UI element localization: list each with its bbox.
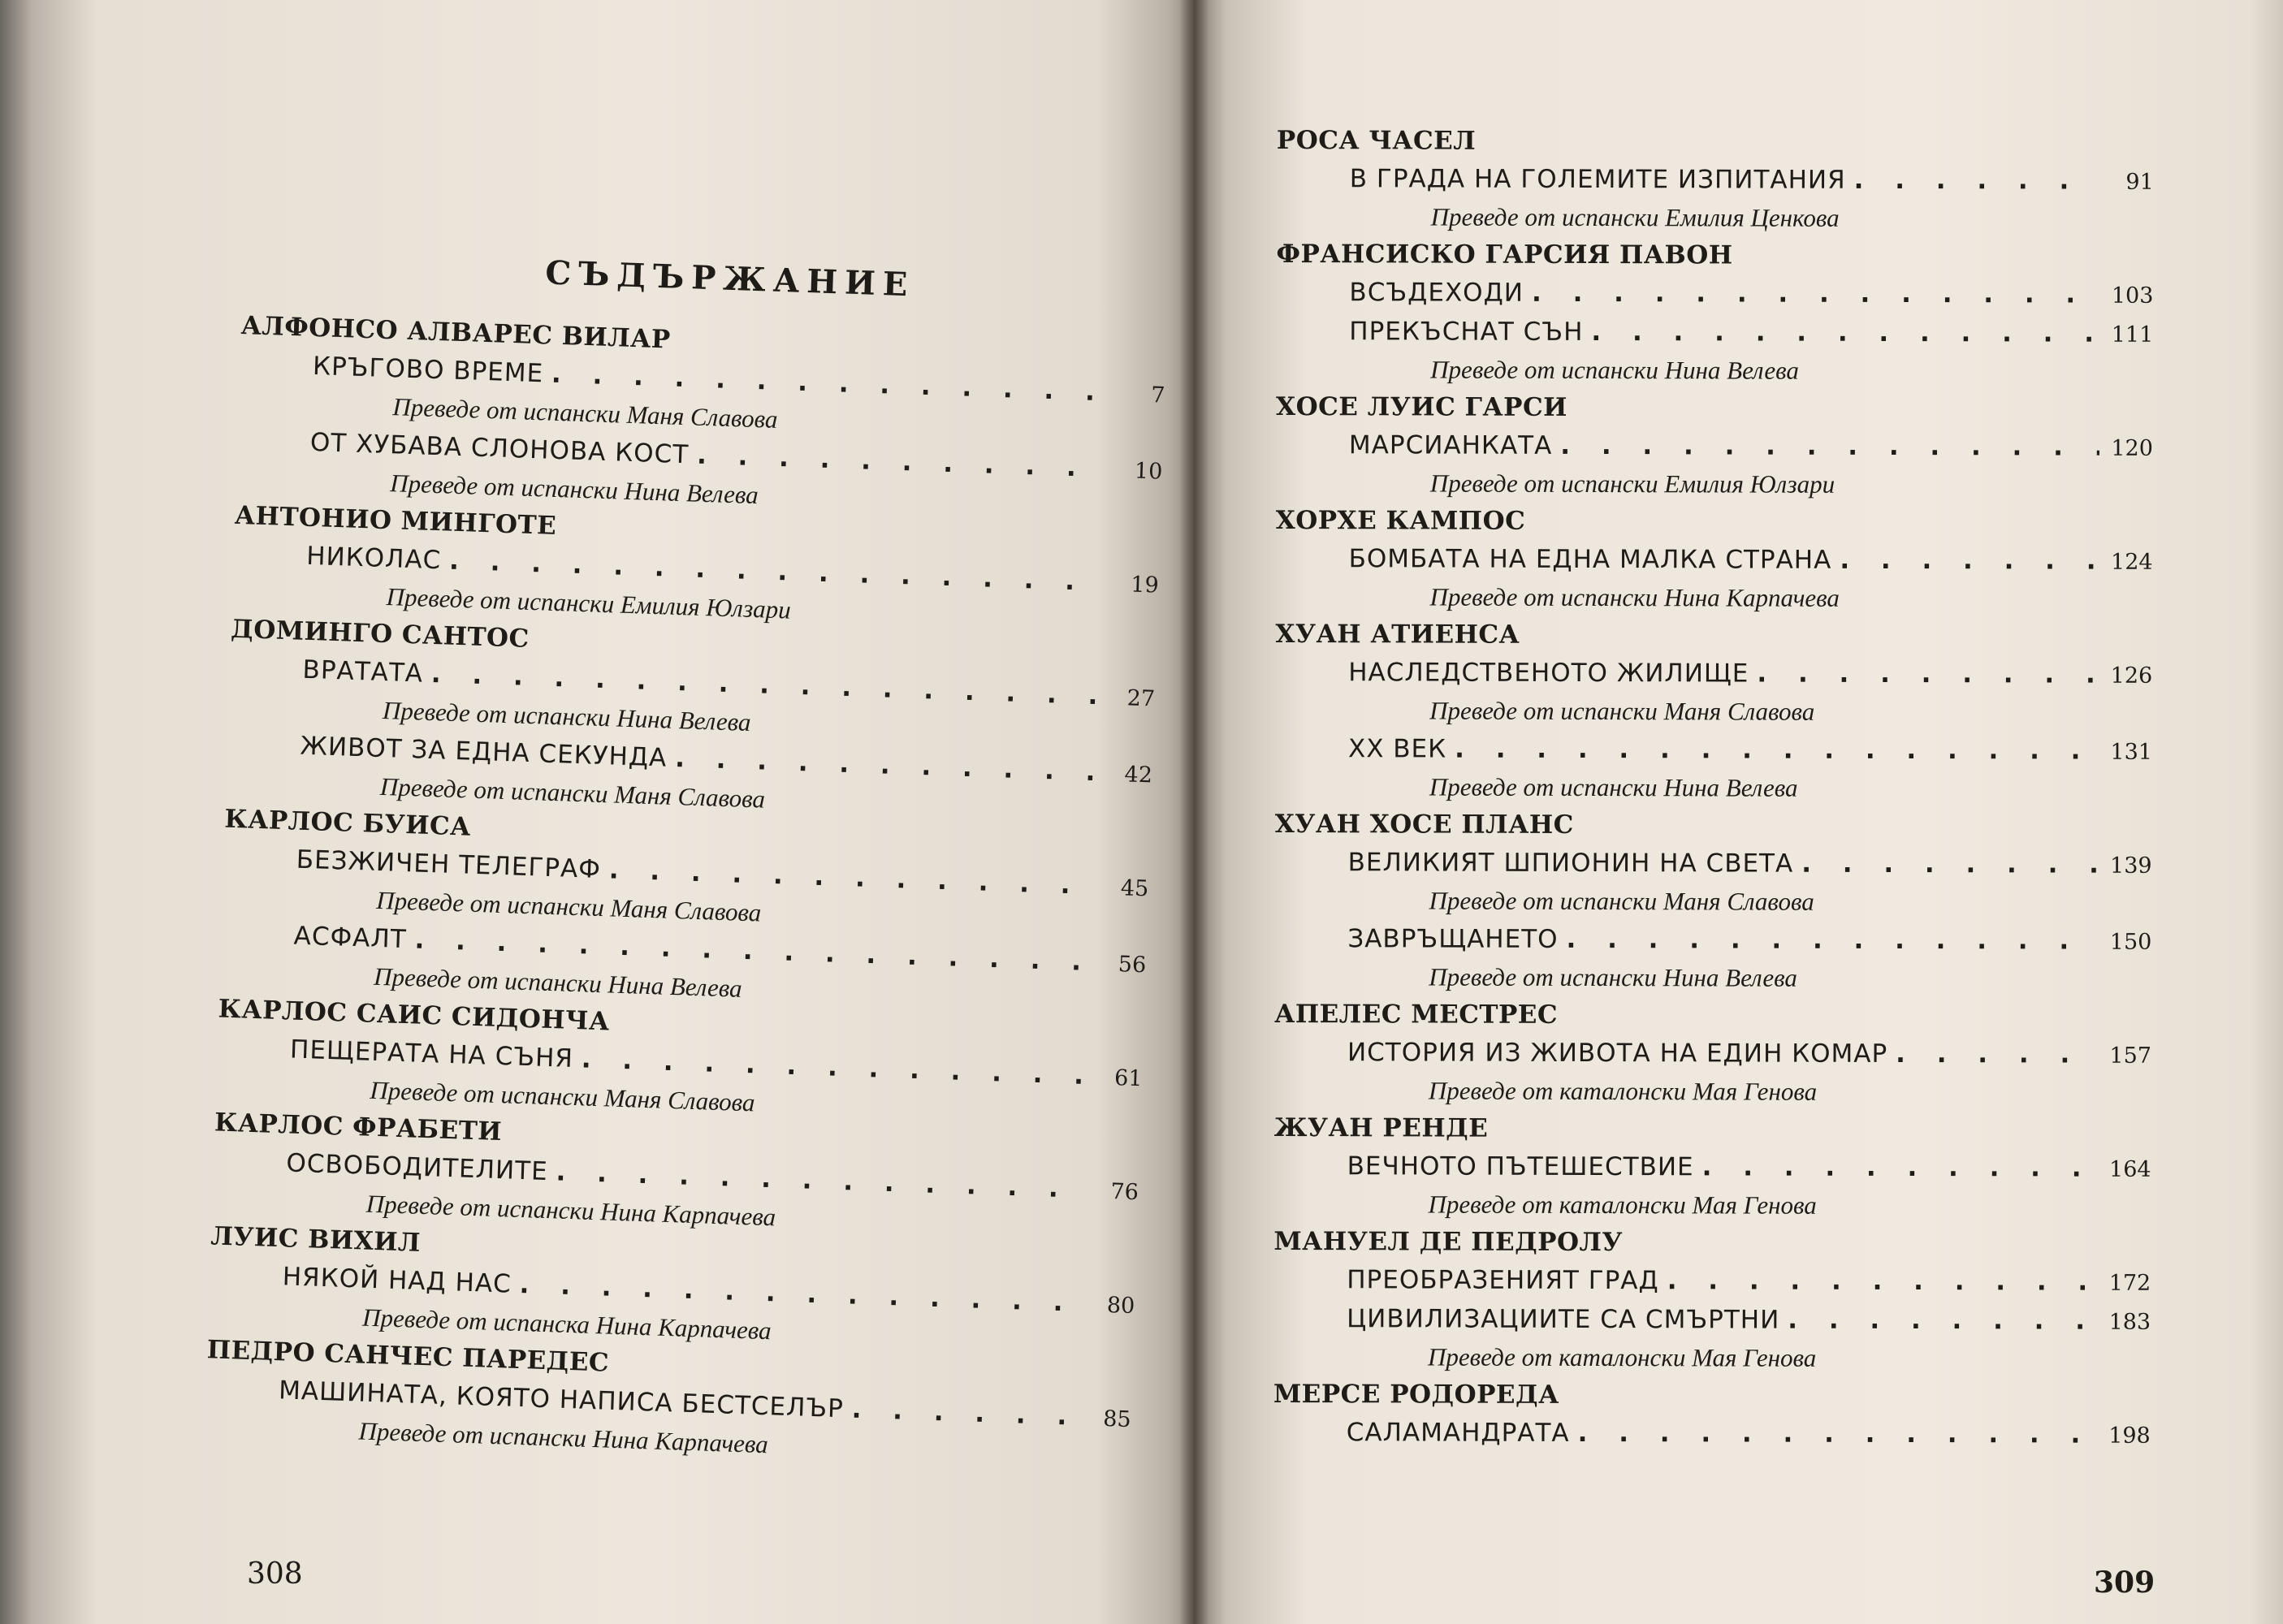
dot-leader (1788, 1301, 2097, 1341)
story-title: МАРСИАНКАТА (1348, 430, 1553, 460)
translator-credit: Преведе от испански Маня Славова (379, 771, 766, 814)
dot-leader (1840, 541, 2099, 581)
author-name: ПЕДРО САНЧЕС ПАРЕДЕС (206, 1335, 610, 1378)
translator-credit: Преведе от испански Нина Велева (373, 961, 743, 1003)
toc-entry (1276, 539, 2153, 581)
translator-credit: Преведе от испански Маня Славова (375, 885, 762, 927)
toc-entry (1275, 843, 2152, 884)
story-title: ВСЪДЕХОДИ (1349, 278, 1524, 308)
page-ref: 157 (2109, 1043, 2152, 1069)
page-ref: 120 (2111, 435, 2153, 461)
page-ref: 7 (1150, 382, 1165, 408)
page-ref: 124 (2110, 549, 2153, 575)
page-ref: 172 (2108, 1270, 2151, 1296)
dot-leader (1801, 844, 2099, 884)
dot-leader (851, 1390, 1078, 1436)
translator-credit: Преведе от испански Маня Славова (369, 1075, 756, 1117)
translator-credit: Преведе от каталонски Мая Генова (1428, 1190, 1817, 1220)
author-name: ЛУИС ВИХИЛ (210, 1221, 422, 1258)
toc-entry (1276, 273, 2153, 314)
story-title: ОТ ХУБАВА СЛОНОВА КОСТ (309, 427, 690, 470)
page-ref: 42 (1124, 762, 1153, 788)
author-name: ДОМИНГО САНТОС (230, 614, 530, 654)
story-title: ВЕЧНОТО ПЪТЕШЕСТВИЕ (1347, 1151, 1694, 1182)
author-name: ХУАН ХОСЕ ПЛАНС (1274, 809, 1574, 840)
dot-leader (1667, 1261, 2098, 1301)
story-title: ЦИВИЛИЗАЦИИТЕ СА СМЪРТНИ (1347, 1304, 1780, 1335)
translator-credit: Преведе от испански Нина Велева (382, 695, 752, 737)
toc-entry (1274, 1147, 2151, 1188)
dot-leader (1560, 426, 2099, 467)
translator-credit: Преведе от испански Нина Карпачева (358, 1416, 769, 1459)
story-title: ПРЕОБРАЗЕНИЯТ ГРАД (1347, 1265, 1659, 1296)
story-title: ВРАТАТА (302, 654, 424, 689)
toc-heading: СЪДЪРЖАНИЕ (544, 253, 916, 304)
dot-leader (1532, 274, 2100, 314)
translator-credit: Преведе от испански Нина Велева (1430, 355, 1799, 385)
author-name: АПЕЛЕС МЕСТРЕС (1274, 999, 1559, 1030)
page-ref: 183 (2108, 1309, 2151, 1335)
author-name: ХОРХЕ КАМПОС (1275, 505, 1526, 536)
translator-credit: Преведе от испански Нина Велева (1429, 962, 1797, 992)
right-toc (1273, 122, 2154, 1454)
translator-credit: Преведе от испански Емилия Ценкова (1430, 202, 1840, 232)
book-gutter (1179, 0, 1209, 1624)
toc-entry (1276, 312, 2153, 353)
page-ref: 27 (1126, 685, 1156, 712)
page-ref: 19 (1130, 572, 1160, 598)
dot-leader (1896, 1034, 2098, 1074)
toc-entry (1275, 653, 2152, 694)
toc-entry (1277, 159, 2154, 201)
right-page-number: 309 (2094, 1566, 2155, 1600)
page-ref: 76 (1110, 1179, 1139, 1206)
translator-credit: Преведе от каталонски Мая Генова (1428, 1076, 1818, 1106)
translator-credit: Преведе от испанска Нина Карпачева (361, 1302, 772, 1345)
author-name: МЕРСЕ РОДОРЕДА (1273, 1379, 1559, 1410)
story-title: КРЪГОВО ВРЕМЕ (312, 351, 544, 389)
page-ref: 164 (2109, 1156, 2151, 1182)
toc-entry (1273, 1260, 2151, 1302)
page-ref: 111 (2111, 322, 2154, 348)
author-name: ФРАНСИСКО ГАРСИЯ ПАВОН (1276, 239, 1733, 270)
toc-entry (1273, 1299, 2151, 1341)
story-title: ВЕЛИКИЯТ ШПИОНИН НА СВЕТА (1347, 848, 1794, 879)
story-title: В ГРАДА НА ГОЛЕМИТЕ ИЗПИТАНИЯ (1349, 164, 1846, 195)
author-name: ХОСЕ ЛУИС ГАРСИ (1276, 391, 1568, 422)
translator-credit: Преведе от испански Нина Карпачева (1429, 582, 1840, 612)
story-title: XX ВЕК (1347, 734, 1447, 764)
page-ref: 61 (1113, 1065, 1144, 1092)
translator-credit: Преведе от испански Нина Велева (389, 469, 759, 510)
translator-credit: Преведе от испански Маня Славова (1429, 886, 1814, 916)
dot-leader (1578, 1414, 2097, 1454)
page-ref: 10 (1134, 458, 1163, 485)
story-title: ПРЕКЪСНАТ СЪН (1349, 317, 1584, 347)
story-title: НИКОЛАС (305, 541, 442, 576)
page-ref: 150 (2109, 929, 2152, 955)
author-name: ХУАН АТИЕНСА (1275, 619, 1520, 650)
page-ref: 56 (1118, 952, 1147, 978)
story-title: ИСТОРИЯ ИЗ ЖИВОТА НА ЕДИН КОМАР (1347, 1038, 1888, 1069)
story-title: НАСЛЕДСТВЕНОТО ЖИЛИЩЕ (1348, 658, 1749, 689)
translator-credit: Преведе от испански Емилия Юлзари (386, 582, 792, 624)
page-ref: 103 (2111, 283, 2154, 309)
story-title: ОСВОБОДИТЕЛИТЕ (285, 1148, 549, 1187)
author-name: КАРЛОС САИС СИДОНЧА (218, 994, 611, 1037)
page-ref: 85 (1102, 1406, 1132, 1433)
story-title: БОМБАТА НА ЕДНА МАЛКА СТРАНА (1348, 544, 1832, 575)
story-title: ЖИВОТ ЗА ЕДНА СЕКУНДА (299, 731, 668, 773)
translator-credit: Преведе от испански Нина Велева (1429, 772, 1798, 802)
story-title: БЕЗЖИЧЕН ТЕЛЕГРАФ (296, 844, 602, 884)
page-ref: 91 (2125, 169, 2154, 195)
left-page-number: 308 (247, 1557, 303, 1591)
toc-entry (1276, 425, 2153, 467)
story-title: АСФАЛТ (293, 921, 408, 955)
dot-leader (1455, 730, 2099, 771)
author-name: АЛФОНСО АЛВАРЕС ВИЛАР (240, 310, 672, 355)
page-ref: 198 (2108, 1423, 2151, 1449)
page-ref: 45 (1120, 875, 1149, 902)
dot-leader (1567, 920, 2099, 961)
dot-leader (1591, 313, 2099, 353)
toc-entry (1273, 1413, 2151, 1454)
page-ref: 126 (2110, 663, 2153, 689)
page-ref: 139 (2110, 853, 2152, 879)
dot-leader (1702, 1147, 2098, 1187)
toc-entry (1274, 1033, 2151, 1074)
author-name: ЖУАН РЕНДЕ (1273, 1112, 1489, 1143)
translator-credit: Преведе от испански Нина Карпачева (365, 1189, 776, 1232)
dot-leader (1854, 161, 2100, 201)
story-title: ЗАВРЪЩАНЕТО (1347, 924, 1559, 954)
story-title: ПЕЩЕРАТА НА СЪНЯ (289, 1034, 574, 1073)
left-toc (204, 244, 1169, 1475)
page-ref: 131 (2110, 739, 2153, 765)
story-title: МАШИНАТА, КОЯТО НАПИСА БЕСТСЕЛЪР (278, 1376, 845, 1424)
translator-credit: Преведе от испански Емилия Юлзари (1429, 469, 1835, 499)
translator-credit: Преведе от испански Маня Славова (391, 392, 779, 434)
author-name: АНТОНИО МИНГОТЕ (234, 500, 557, 541)
toc-entry (1275, 729, 2152, 771)
translator-credit: Преведе от каталонски Мая Генова (1427, 1342, 1817, 1372)
story-title: САЛАМАНДРАТА (1346, 1418, 1570, 1448)
author-name: КАРЛОС БУИСА (223, 804, 472, 842)
author-name: КАРЛОС ФРАБЕТИ (214, 1108, 503, 1147)
story-title: НЯКОЙ НАД НАС (282, 1262, 512, 1299)
author-name: РОСА ЧАСЕЛ (1276, 125, 1477, 156)
toc-entry (1274, 919, 2151, 961)
page-ref: 80 (1106, 1292, 1135, 1320)
dot-leader (1757, 654, 2099, 694)
translator-credit: Преведе от испански Маня Славова (1429, 696, 1815, 726)
author-name: МАНУЕЛ ДЕ ПЕДРОЛУ (1273, 1226, 1624, 1258)
